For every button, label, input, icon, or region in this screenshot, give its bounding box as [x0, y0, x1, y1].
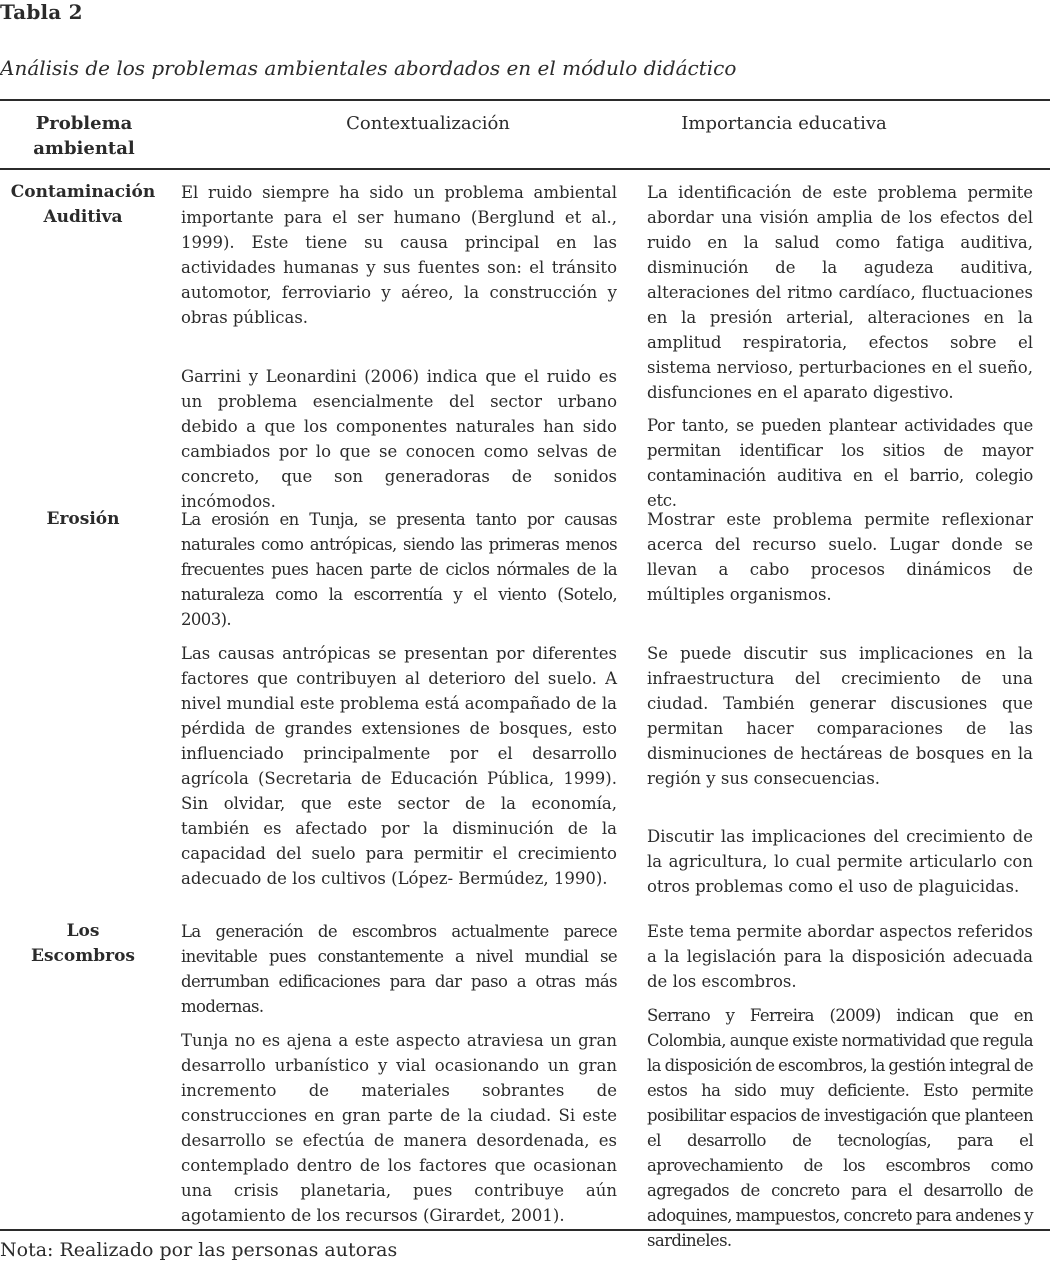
table-label: Tabla 2: [0, 0, 83, 24]
row-importance-text: Mostrar este problema permite reflexionar acerca del recurso suelo. Lugar donde se llevan a cabo procesos dinámicos de múltiples organismos.: [647, 510, 1033, 604]
row-category: Los Escombros: [31, 921, 135, 966]
table-note: Nota: Realizado por las personas autoras: [0, 1239, 398, 1261]
header-rule: [0, 168, 1050, 170]
row-importance-text: Discutir las implicaciones del crecimiento de la agricultura, lo cual permite articularlo con otros problemas como el uso de plaguicidas.: [647, 827, 1033, 896]
header-importance: Importancia educativa: [681, 113, 887, 134]
header-problem: Problema ambiental: [33, 113, 135, 159]
row-context-text: La generación de escombros actualmente parece inevitable pues constantemente a nivel mundial se derrumban edificaciones para dar paso a otras más modernas.: [181, 922, 617, 1016]
header-context: Contextualización: [346, 113, 510, 134]
row-category: Contaminación Auditiva: [10, 182, 156, 227]
row-importance-text: La identificación de este problema permite abordar una visión amplia de los efectos del ruido en la salud como fatiga auditiva, disminución de la agudeza auditiva, alteraciones del ritmo cardíaco, fluctuaciones en la presión arterial, alteraciones en la amplitud respiratoria, efectos sobre el sistema nervioso, perturbaciones en el sueño, disfunciones en el aparato digestivo.: [647, 183, 1033, 402]
row-context-text: Garrini y Leonardini (2006) indica que el ruido es un problema esencialmente del sector urbano debido a que los componentes naturales han sido cambiados por lo que se conocen como selvas de concreto, que son generadoras de sonidos incómodos.: [181, 367, 617, 511]
row-importance-text: Se puede discutir sus implicaciones en la infraestructura del crecimiento de una ciudad. También generar discusiones que permitan hacer comparaciones de las disminuciones de hectáreas de bosques en la región y sus consecuencias.: [647, 644, 1033, 788]
table-title: Análisis de los problemas ambientales abordados en el módulo didáctico: [0, 56, 737, 80]
row-context-text: Las causas antrópicas se presentan por diferentes factores que contribuyen al deterioro del suelo. A nivel mundial este problema está acompañado de la pérdida de grandes extensiones de bosques, esto influenciado principalmente por el desarrollo agrícola (Secretaria de Educación Pública, 1999). Sin olvidar, que este sector de la economía, también es afectado por la disminución de la capacidad del suelo para permitir el crecimiento adecuado de los cultivos (López- Bermúdez, 1990).: [181, 644, 617, 888]
row-context-text: El ruido siempre ha sido un problema ambiental importante para el ser humano (Berglund et al., 1999). Este tiene su causa principal en las actividades humanas y sus fuentes son: el tránsito automotor, ferroviario y aéreo, la construcción y obras públicas.: [181, 183, 617, 327]
row-context-text: Tunja no es ajena a este aspecto atraviesa un gran desarrollo urbanístico y vial ocasionando un gran incremento de materiales sobrantes de construcciones en gran parte de la ciudad. Si este desarrollo se efectúa de manera desordenada, es contemplado dentro de los factores que ocasionan una crisis planetaria, pues contribuye aún agotamiento de los recursos (Girardet, 2001).: [181, 1031, 617, 1225]
row-context-text: La erosión en Tunja, se presenta tanto por causas naturales como antrópicas, siendo las primeras menos frecuentes pues hacen parte de ciclos nórmales de la naturaleza como la escorrentía y el viento (Sotelo, 2003).: [181, 510, 617, 629]
table-bottom-rule: [0, 1229, 1050, 1231]
row-importance-text: Por tanto, se pueden plantear actividades que permitan identificar los sitios de mayor contaminación auditiva en el barrio, colegio etc.: [647, 416, 1033, 510]
table-top-rule: [0, 99, 1050, 101]
row-category: Erosión: [46, 509, 120, 529]
row-importance-text: Serrano y Ferreira (2009) indican que en Colombia, aunque existe normatividad que regula la disposición de escombros, la gestión integral de estos ha sido muy deficiente. Esto permite posibilitar espacios de investigación que planteen el desarrollo de tecnologías, para el aprovechamiento de los escombros como agregados de concreto para el desarrollo de adoquines, mampuestos, concreto para andenes y sardineles.: [647, 1006, 1033, 1250]
row-importance-text: Este tema permite abordar aspectos referidos a la legislación para la disposición adecuada de los escombros.: [647, 922, 1033, 991]
